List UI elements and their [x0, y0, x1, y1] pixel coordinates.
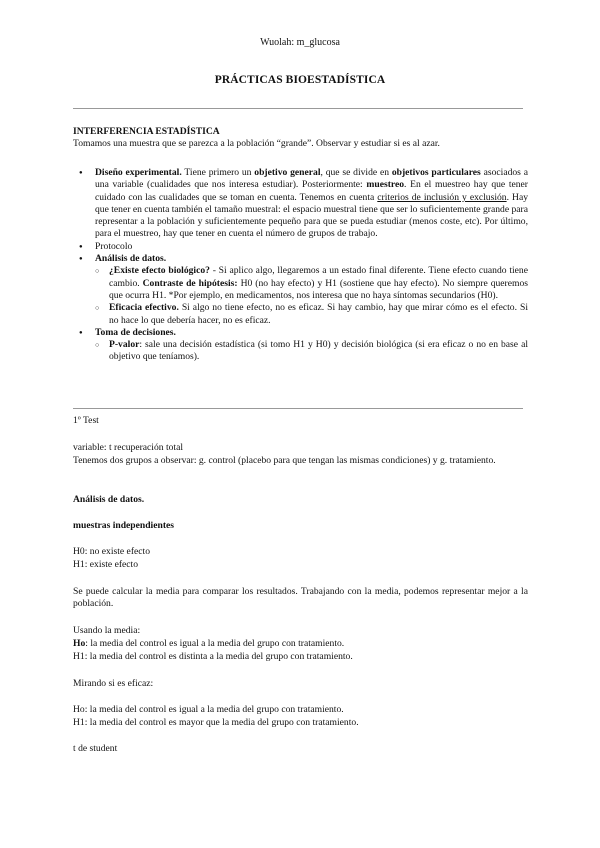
main-bullet-list [73, 167, 528, 364]
list-item-analisis: ● Análisis de datos. ○ ¿Existe efecto biológico? - Si aplico algo, llegaremos a un estado final diferente. Tiene efecto cuando tiene cambio. Contraste de hipótesis: H0 (no hay efecto) y H1 (sostiene que hay efecto). No siempre queremos que ocurra H1. *Por ejemplo, en medicamentos, nos interesa que no haya síntomas secundarios (H0). ○ Eficacia efectivo. Si algo no tiene efecto, no es eficaz. Si hay cambio, hay que mirar cómo es el efecto. Si no hace lo que debería hacer, no es eficaz. [73, 253, 528, 327]
analisis-heading: Análisis de datos. [73, 494, 145, 505]
mirando-heading: Mirando si es eficaz: [73, 678, 154, 689]
divider-top [73, 108, 523, 109]
grupos-paragraph: Tenemos dos grupos a observar: g. control (placebo para que tengan las mismas condiciones) y g. tratamiento. [73, 455, 496, 466]
list-item-toma: ● Toma de decisiones. ○ P-valor: sale una decisión estadística (si tomo H1 y H0) y decisión biológica (si era eficaz o no en base al objetivo que teníamos). [73, 327, 528, 364]
h1-line: H1: existe efecto [73, 559, 138, 570]
underlined-criterios: criterios de inclusión y exclusión [377, 191, 507, 203]
sublist-item-efecto: ○ ¿Existe efecto biológico? - Si aplico algo, llegaremos a un estado final diferente. Tiene efecto cuando tiene cambio. Contraste de hipótesis: H0 (no hay efecto) y H1 (sostiene que hay efecto). No siempre queremos que ocurra H1. *Por ejemplo, en medicamentos, nos interesa que no haya síntomas secundarios (H0). [95, 265, 528, 302]
sublist-item-eficacia: ○ Eficacia efectivo. Si algo no tiene efecto, no es eficaz. Si hay cambio, hay que mirar cómo es el efecto. Si no hace lo que debería hacer, no es eficaz. [95, 302, 528, 327]
h0-line: H0: no existe efecto [73, 546, 150, 557]
intro-paragraph: Tomamos una muestra que se parezca a la población “grande”. Observar y estudiar si es al azar. [73, 138, 440, 150]
section-interferencia [73, 126, 528, 151]
usando-h0-line: Ho: la media del control es igual a la media del grupo con tratamiento. [73, 638, 345, 649]
variable-line: variable: t recuperación total [73, 442, 184, 453]
page-title: PRÁCTICAS BIOESTADÍSTICA [214, 74, 386, 86]
eficaz-h1-line: H1: la media del control es mayor que la media del grupo con tratamiento. [73, 717, 359, 728]
sublist-item-pvalor: ○ P-valor: sale una decisión estadística (si tomo H1 y H0) y decisión biológica (si era eficaz o no en base al objetivo que teníamos). [95, 339, 528, 364]
list-item-diseno: ● Diseño experimental. Tiene primero un objetivo general, que se divide en objetivos particulares asociados a una variable (cualidades que nos interesa estudiar). Posteriormente: muestreo. En el muestreo hay que tener cuidado con las cualidades que se toman en cuenta. Tenemos en cuenta criterios de inclusión y exclusión. Hay que tener en cuenta también el tamaño muestral: el espacio muestral tiene que ser lo suficientemente grande para representar a la población y suficientemente pequeño para que se pueda estudiar (menos coste, etc). Por último, para el muestreo, hay que tener en cuenta el número de grupos de trabajo. [73, 167, 528, 241]
section-heading: INTERFERENCIA ESTADÍSTICA [73, 126, 220, 137]
watermark-header: Wuolah: m_glucosa [260, 37, 340, 48]
divider-middle [73, 408, 523, 409]
test-label: 1º Test [73, 415, 99, 426]
muestras-heading: muestras independientes [73, 520, 175, 531]
usando-heading: Usando la media: [73, 625, 141, 636]
list-item-protocolo: ● Protocolo [73, 241, 528, 253]
student-line: t de student [73, 743, 118, 754]
usando-h1-line: H1: la media del control es distinta a la media del grupo con tratamiento. [73, 651, 353, 662]
eficaz-h0-line: Ho: la media del control es igual a la media del grupo con tratamiento. [73, 704, 344, 715]
media-paragraph: Se puede calcular la media para comparar los resultados. Trabajando con la media, podemos representar mejor a la población. [73, 586, 528, 610]
